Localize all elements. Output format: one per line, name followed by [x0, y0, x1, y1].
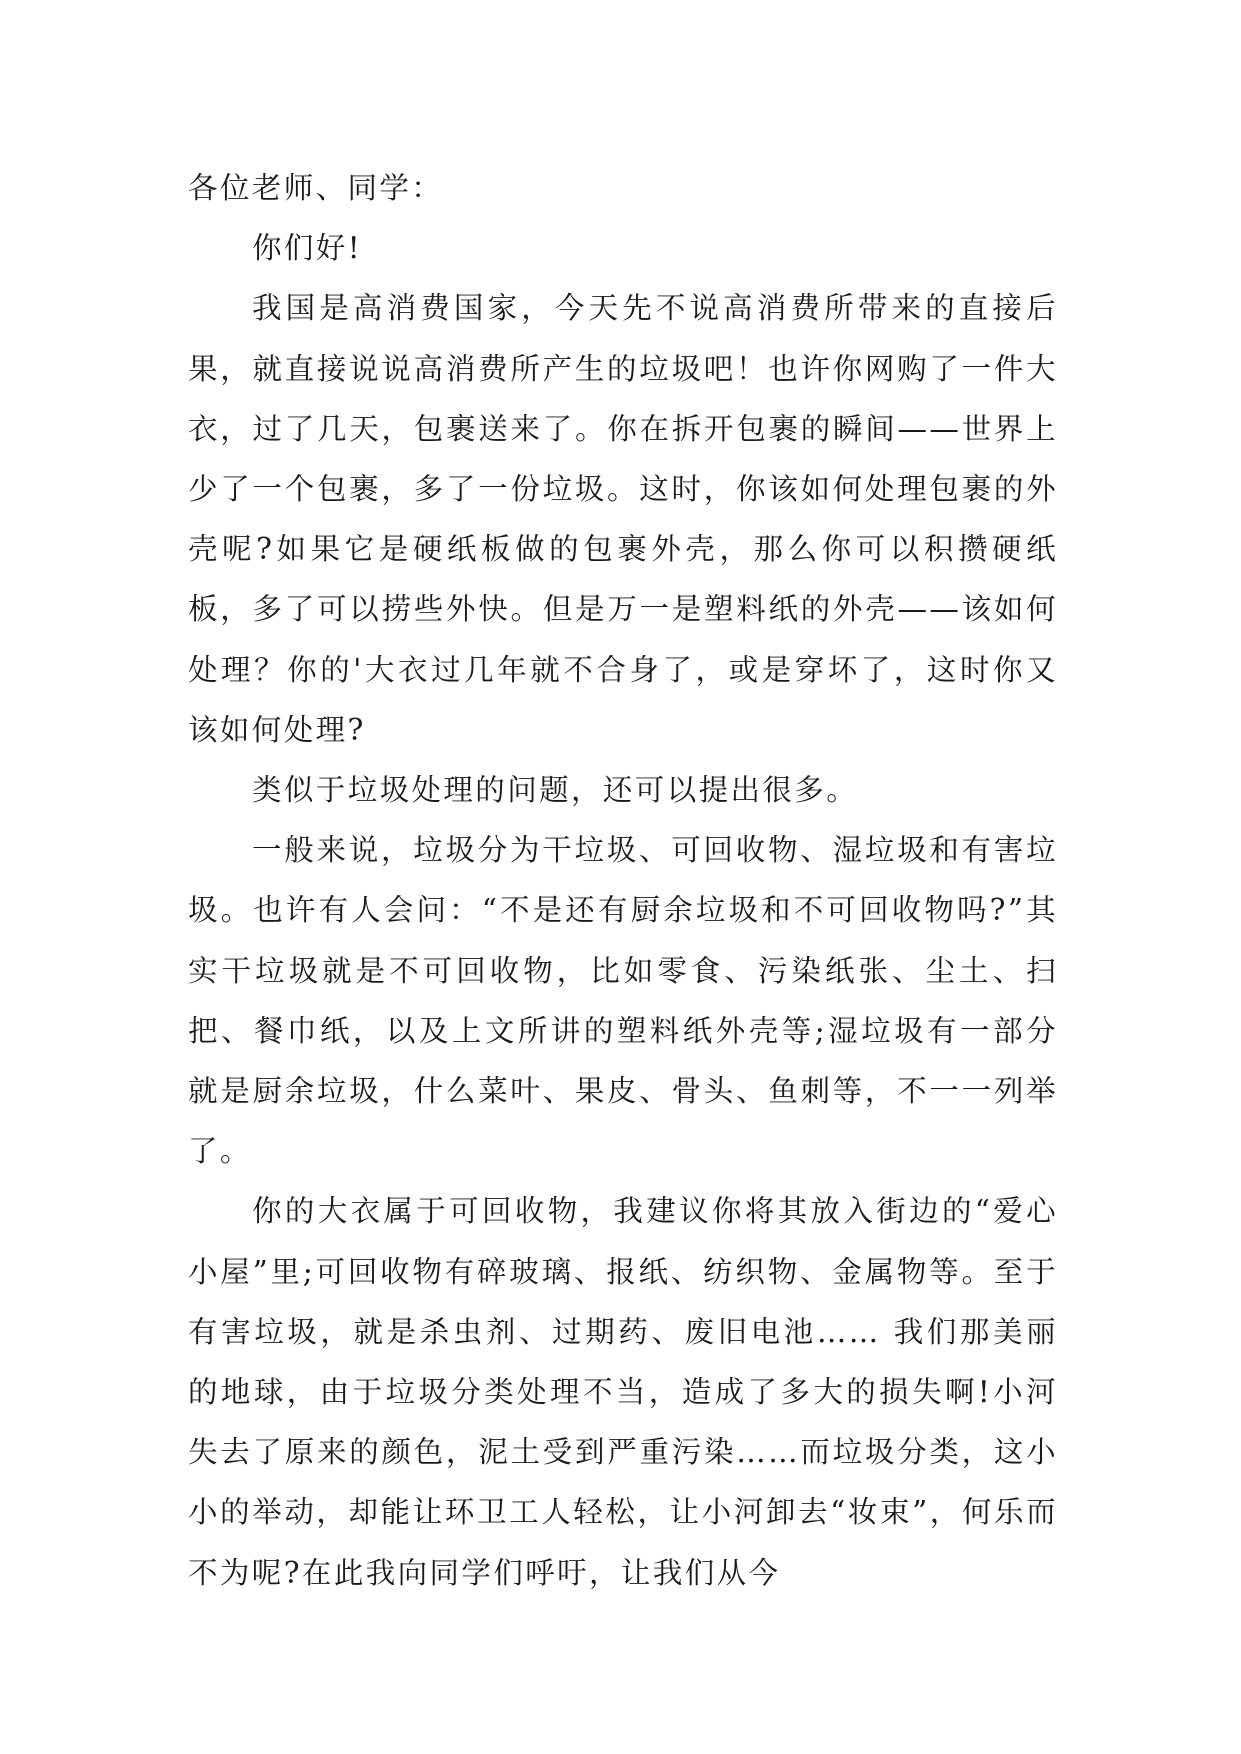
- paragraph: 一般来说，垃圾分为干垃圾、可回收物、湿垃圾和有害垃圾。也许有人会问：“不是还有厨余垃圾和不可回收物吗?”其实干垃圾就是不可回收物，比如零食、污染纸张、尘土、扫把、餐巾纸，以及上文所讲的塑料纸外壳等;湿垃圾有一部分就是厨余垃圾，什么菜叶、果皮、骨头、鱼刺等，不一一列举了。: [188, 833, 1058, 1169]
- paragraph: 类似于垃圾处理的问题，还可以提出很多。: [252, 773, 859, 808]
- document-body: [188, 158, 1058, 1603]
- greeting: 你们好!: [252, 231, 362, 266]
- paragraph: 我国是高消费国家，今天先不说高消费所带来的直接后果，就直接说说高消费所产生的垃圾吧！也许你网购了一件大衣，过了几天，包裹送来了。你在拆开包裹的瞬间——世界上少了一个包裹，多了一份垃圾。这时，你该如何处理包裹的外壳呢?如果它是硬纸板做的包裹外壳，那么你可以积攒硬纸板，多了可以捞些外快。但是万一是塑料纸的外壳——该如何处理？你的'大衣过几年就不合身了，或是穿坏了，这时你又该如何处理?: [188, 291, 1058, 747]
- salutation: 各位老师、同学：: [188, 171, 444, 205]
- paragraph: 你的大衣属于可回收物，我建议你将其放入街边的“爱心小屋”里;可回收物有碎玻璃、报纸、纺织物、金属物等。至于有害垃圾，就是杀虫剂、过期药、废旧电池…… 我们那美丽的地球，由于垃圾分类处理不当，造成了多大的损失啊!小河失去了原来的颜色，泥土受到严重污染……而垃圾分类，这小小的举动，却能让环卫工人轻松，让小河卸去“妆束”，何乐而不为呢?在此我向同学们呼吁，让我们从今: [188, 1194, 1058, 1590]
